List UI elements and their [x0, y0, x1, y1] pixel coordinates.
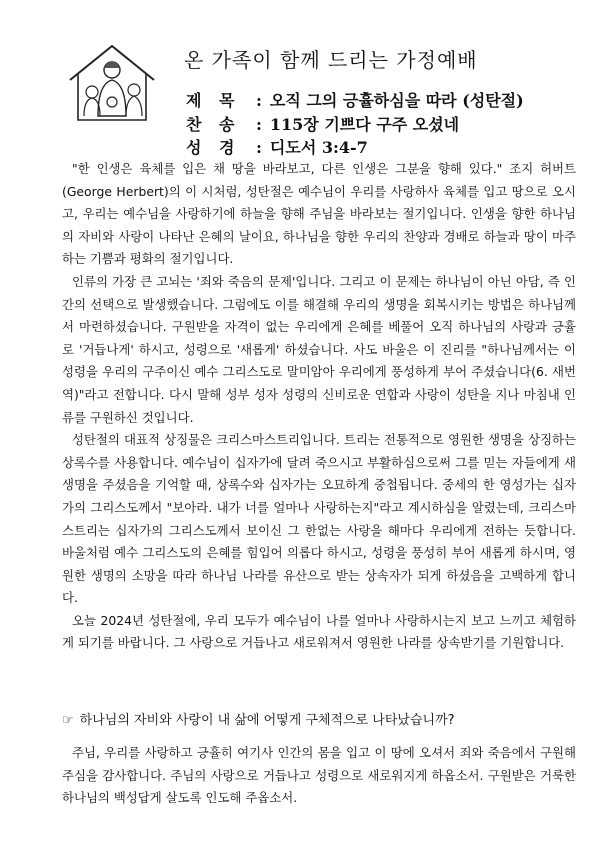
reflection-question [62, 710, 576, 732]
question-text: 하나님의 자비와 사랑이 내 삶에 어떻게 구체적으로 나타났습니까? [79, 713, 455, 728]
scripture-value: 디도서 3:4-7 [269, 138, 368, 157]
pointing-hand-icon: ☞ [62, 713, 74, 728]
prayer [62, 742, 576, 810]
theme-label: 제 목 [186, 91, 241, 110]
page-title: 온 가족이 함께 드리는 가정예배 [184, 48, 478, 72]
hymn-label: 찬 송 [186, 115, 241, 134]
sermon-paragraph: 인류의 가장 큰 고뇌는 '죄와 죽음의 문제'입니다. 그리고 이 문제는 하나님이 아닌 아담, 즉 인간의 선택으로 발생했습니다. 그럼에도 이를 해결해 우리의 생명을 회복시키는 방법은 하나님께서 마련하셨습니다. 구원받을 자격이 없는 우리에게 은혜를 베풀어 오직 하나님의 사랑과 긍휼로 '거듭나게' 하시고, 성령으로 '새롭게' 하셨습니다. 사도 바울은 이 진리를 "하나님께서는 이 성령을 우리의 구주이신 예수 그리스도로 말미암아 우리에게 풍성하게 부어 주셨습니다(6. 새번역)"라고 전합니다. 다시 말해 성부 성자 성령의 신비로운 연합과 사랑이 성탄을 지나 마침내 인류를 구원하신 것입니다. [62, 273, 576, 425]
theme-separator: : [256, 91, 262, 110]
hymn-row [186, 112, 459, 135]
scripture-separator: : [256, 138, 262, 157]
theme-value: 오직 그의 긍휼하심을 따라 (성탄절) [269, 91, 524, 110]
sermon-body [62, 158, 576, 655]
scripture-row [186, 135, 368, 158]
scripture-label: 성 경 [186, 138, 241, 157]
hymn-value: 115장 기쁘다 구주 오셨네 [269, 115, 460, 134]
theme-row [186, 88, 524, 111]
sermon-paragraph: 오늘 2024년 성탄절에, 우리 모두가 예수님이 나를 얼마나 사랑하시는지 보고 느끼고 체험하게 되기를 바랍니다. 그 사랑으로 거듭나고 새로워져서 영원한 나라를 상속받기를 기원합니다. [62, 612, 576, 651]
hymn-separator: : [256, 115, 262, 134]
family-worship-logo [64, 40, 160, 124]
sermon-paragraph: "한 인생은 육체를 입은 채 땅을 바라보고, 다른 인생은 그분을 향해 있다." 조지 허버트(George Herbert)의 이 시처럼, 성탄절은 예수님이 우리를 사랑하사 육체를 입고 땅으로 오시고, 우리는 예수님을 사랑하기에 하늘을 향해 주님을 바라보는 절기입니다. 인생을 향한 하나님의 자비와 사랑이 나타난 은혜의 날이요, 하나님을 향한 우리의 찬양과 경배로 하늘과 땅이 마주하는 기쁨과 평화의 절기입니다. [62, 161, 576, 267]
prayer-text: 주님, 우리를 사랑하고 긍휼히 여기사 인간의 몸을 입고 이 땅에 오셔서 죄와 죽음에서 구원해 주심을 감사합니다. 주님의 사랑으로 거듭나고 성령으로 새로워지게 하옵소서. 구원받은 거룩한 하나님의 백성답게 살도록 인도해 주옵소서. [62, 745, 576, 806]
sermon-paragraph: 성탄절의 대표적 상징물은 크리스마스트리입니다. 트리는 전통적으로 영원한 생명을 상징하는 상록수를 사용합니다. 예수님이 십자가에 달려 죽으시고 부활하심으로써 그를 믿는 자들에게 새 생명을 주셨음을 기억할 때, 상록수와 십자가는 오묘하게 중첩됩니다. 중세의 한 영성가는 십자가의 그리스도께서 "보아라. 내가 너를 얼마나 사랑하는지"라고 계시하심을 알렸는데, 크리스마스트리는 십자가의 그리스도께서 보이신 그 한없는 사랑을 해마다 우리에게 전하는 듯합니다. 바울처럼 예수 그리스도의 은혜를 힘입어 의롭다 하시고, 성령을 풍성히 부어 새롭게 하시며, 영원한 생명의 소망을 따라 하나님 나라를 유산으로 받는 상속자가 되게 하셨음을 고백하게 합니다. [62, 432, 576, 606]
